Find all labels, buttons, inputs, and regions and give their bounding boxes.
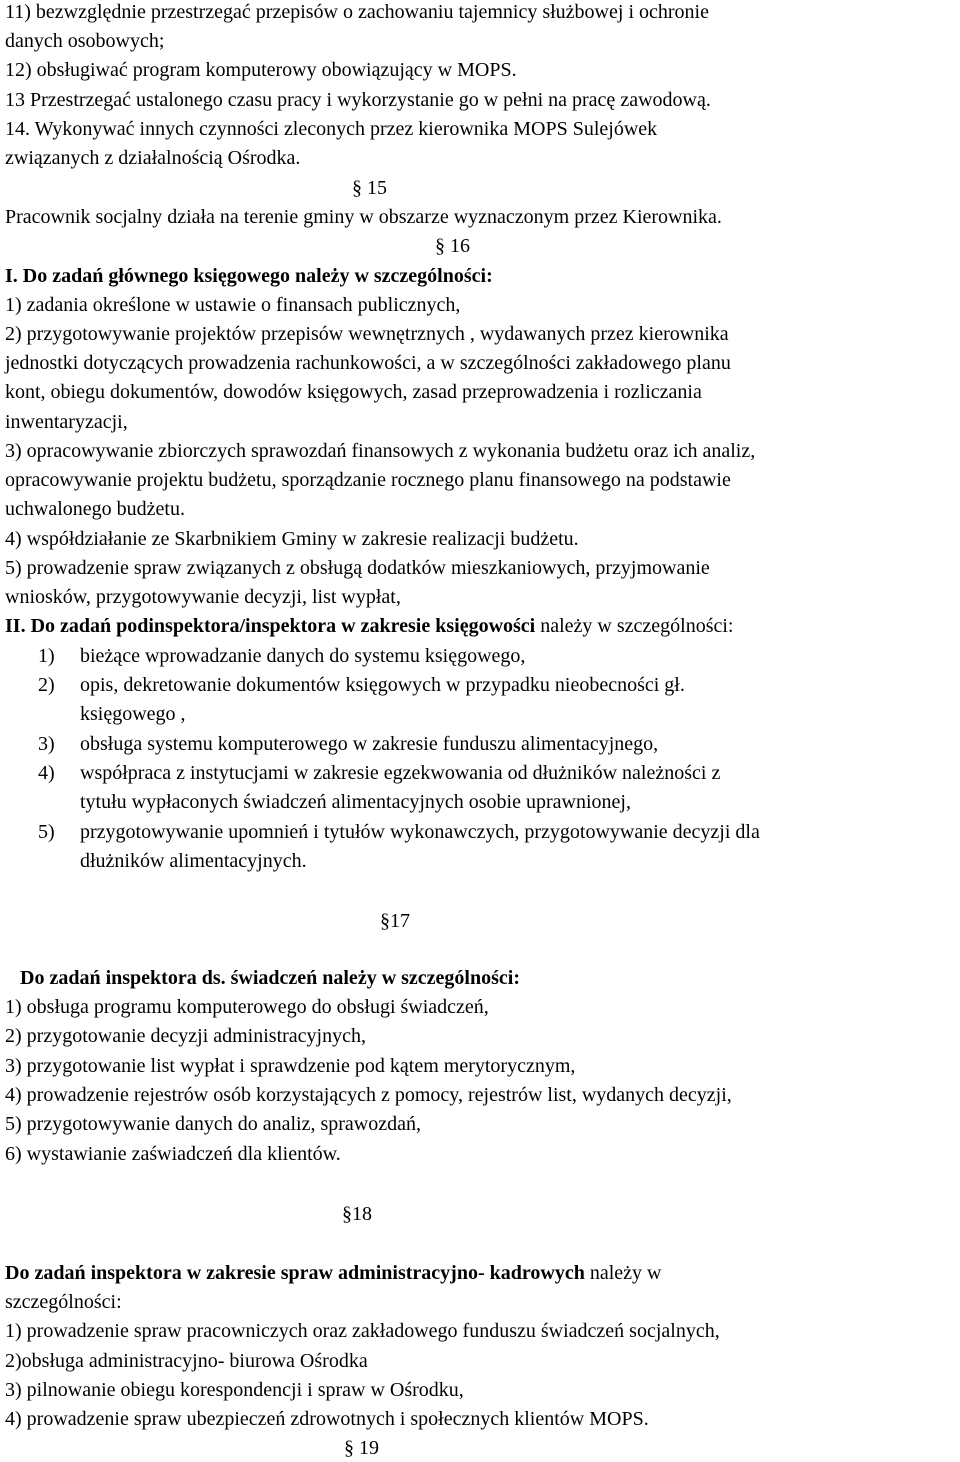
text-line: 3) przygotowanie list wypłat i sprawdzenie pod kątem merytorycznym, [5,1055,576,1077]
list-item-number: 3) [38,733,55,755]
text-line: 1) obsługa programu komputerowego do obsługi świadczeń, [5,996,489,1018]
section-heading-19: § 19 [344,1437,379,1459]
list-item-text: obsługa systemu komputerowego w zakresie funduszu alimentacyjnego, [80,733,659,755]
text-line: 11) bezwzględnie przestrzegać przepisów o zachowaniu tajemnicy służbowej i ochronie [5,1,709,23]
section-heading-17: §17 [380,910,410,932]
list-item-number: 4) [38,762,55,784]
text-line: 14. Wykonywać innych czynności zleconych przez kierownika MOPS Sulejówek [5,118,658,140]
list-item-text: dłużników alimentacyjnych. [80,850,307,872]
text-line: kont, obiegu dokumentów, dowodów księgowych, zasad przeprowadzenia i rozliczania [5,381,702,403]
subsection-title-rest: należy w szczególności: [535,615,734,637]
text-line: jednostki dotyczących prowadzenia rachunkowości, a w szczególności zakładowego planu [5,352,731,374]
subsection-title-1 [5,264,493,288]
list-item-text: przygotowywanie upomnień i tytułów wykonawczych, przygotowywanie decyzji dla [80,821,760,843]
text-line: Pracownik socjalny działa na terenie gminy w obszarze wyznaczonym przez Kierownika. [5,206,722,228]
text-line: 2) przygotowywanie projektów przepisów wewnętrznych , wydawanych przez kierownika [5,323,729,345]
section-heading-16: § 16 [435,235,470,257]
text-line: 3) opracowywanie zbiorczych sprawozdań finansowych z wykonania budżetu oraz ich analiz, [5,440,756,462]
text-line: 1) prowadzenie spraw pracowniczych oraz zakładowego funduszu świadczeń socjalnych, [5,1320,720,1342]
list-item-number: 1) [38,645,55,667]
list-item-text: księgowego , [80,703,186,725]
text-line: opracowywanie projektu budżetu, sporządzanie rocznego planu finansowego na podstawie [5,469,731,491]
text-line: szczególności: [5,1291,122,1313]
text-line: 2) przygotowanie decyzji administracyjnych, [5,1025,366,1047]
text-line: uchwalonego budżetu. [5,498,185,520]
subsection-title-bold: I. Do zadań głównego księgowego należy w szczególności: [5,265,493,287]
text-line: związanych z działalnością Ośrodka. [5,147,301,169]
text-line: 6) wystawianie zaświadczeń dla klientów. [5,1143,341,1165]
section-heading-18: §18 [342,1203,372,1225]
section-heading-15: § 15 [352,177,387,199]
text-line: danych osobowych; [5,30,165,52]
section-title-17 [20,966,520,990]
list-item-text: opis, dekretowanie dokumentów księgowych w przypadku nieobecności gł. [80,674,685,696]
text-line: 4) prowadzenie spraw ubezpieczeń zdrowotnych i społecznych klientów MOPS. [5,1408,649,1430]
text-line: 2)obsługa administracyjno- biurowa Ośrodka [5,1350,368,1372]
list-item-number: 5) [38,821,55,843]
text-line: 3) pilnowanie obiegu korespondencji i spraw w Ośrodku, [5,1379,464,1401]
text-line: wniosków, przygotowywanie decyzji, list wypłat, [5,586,401,608]
section-title-18 [5,1261,661,1285]
text-line: inwentaryzacji, [5,411,128,433]
list-item-text: bieżące wprowadzanie danych do systemu księgowego, [80,645,526,667]
subsection-title-bold: II. Do zadań podinspektora/inspektora w zakresie księgowości [5,615,536,637]
list-item-text: współpraca z instytucjami w zakresie egzekwowania od dłużników należności z [80,762,721,784]
section-title-bold: Do zadań inspektora ds. świadczeń należy w szczególności: [20,967,520,989]
text-line: 4) współdziałanie ze Skarbnikiem Gminy w zakresie realizacji budżetu. [5,528,579,550]
subsection-title-2 [5,614,734,638]
text-line: 4) prowadzenie rejestrów osób korzystających z pomocy, rejestrów list, wydanych decyzji, [5,1084,732,1106]
section-title-rest: należy w [584,1262,662,1284]
text-line: 12) obsługiwać program komputerowy obowiązujący w MOPS. [5,59,517,81]
text-line: 5) prowadzenie spraw związanych z obsługą dodatków mieszkaniowych, przyjmowanie [5,557,710,579]
text-line: 5) przygotowywanie danych do analiz, sprawozdań, [5,1113,421,1135]
list-item-text: tytułu wypłaconych świadczeń alimentacyjnych osobie uprawnionej, [80,791,631,813]
text-line: 13 Przestrzegać ustalonego czasu pracy i wykorzystanie go w pełni na pracę zawodową. [5,89,711,111]
text-line: 1) zadania określone w ustawie o finansach publicznych, [5,294,461,316]
list-item-number: 2) [38,674,55,696]
section-title-bold: Do zadań inspektora w zakresie spraw administracyjno- kadrowych [5,1262,585,1284]
